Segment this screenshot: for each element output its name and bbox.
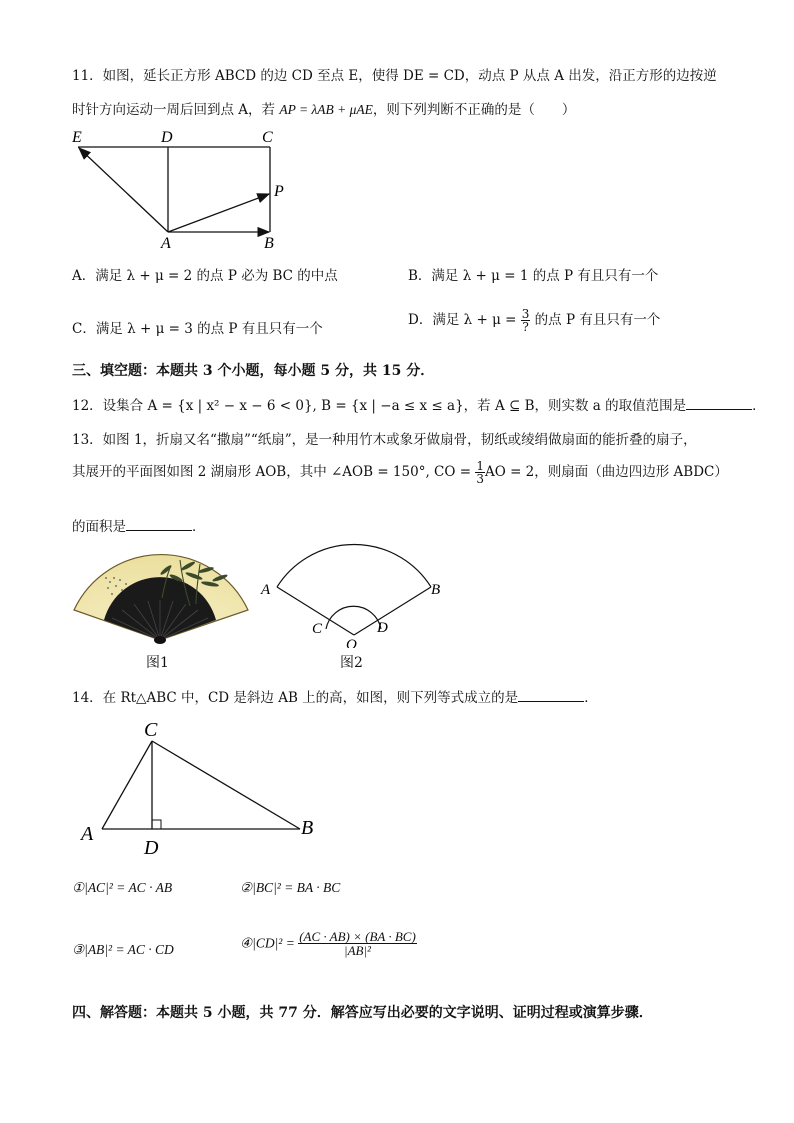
label-o: O xyxy=(346,637,357,648)
q13-line3-text: 的面积是 xyxy=(72,519,126,535)
q11-option-d-post: 的点 P 有且只有一个 xyxy=(530,312,661,328)
fraction-denominator: 3 xyxy=(476,472,484,486)
q11-line2-a: 时针方向运动一周后回到点 A，若 xyxy=(72,102,280,118)
q13-line3 xyxy=(72,515,206,535)
label-p: P xyxy=(274,183,284,200)
q11-option-d-pre: D．满足 λ + μ = xyxy=(408,312,521,328)
label-d: D xyxy=(161,129,173,146)
q12 xyxy=(72,394,766,414)
q11-line1: 11．如图，延长正方形 ABCD 的边 CD 至点 E，使得 DE = CD，动点 P 从点 A 出发，沿正方形的边按逆 xyxy=(72,68,717,84)
q13-line2 xyxy=(72,460,728,485)
q13-line2-a: 其展开的平面图如图 2 湖扇形 AOB，其中 ∠AOB = 150°, CO = xyxy=(72,464,476,480)
answer-blank[interactable] xyxy=(126,518,192,531)
q12-text: 12．设集合 A = {x | x² − x − 6 < 0}, B = {x | −a ≤ x ≤ a}，若 A ⊆ B，则实数 a 的取值范围是 xyxy=(72,398,687,414)
answer-blank[interactable] xyxy=(518,689,584,702)
q14-option-3: ③|AB|² = AC · CD xyxy=(72,942,174,957)
label-c: C xyxy=(144,719,158,741)
q11-option-d-fraction xyxy=(521,308,531,333)
folding-fan-image xyxy=(70,548,252,648)
q11-line2 xyxy=(72,98,575,118)
fraction-denominator: ? xyxy=(522,320,529,334)
vector-ae xyxy=(79,148,168,232)
fraction-numerator: 3 xyxy=(521,307,530,321)
fraction-numerator: 1 xyxy=(476,459,484,473)
label-b: B xyxy=(301,817,314,839)
q14-option-4 xyxy=(240,930,417,957)
answer-blank[interactable] xyxy=(686,397,752,410)
q14-option-2: ②|BC|² = BA · BC xyxy=(240,880,341,895)
q14 xyxy=(72,686,598,706)
section-3-header: 三、填空题：本题共 3 个小题，每小题 5 分，共 15 分． xyxy=(72,363,435,379)
q11-option-a: A．满足 λ + μ = 2 的点 P 必为 BC 的中点 xyxy=(72,268,338,284)
label-d: D xyxy=(377,620,388,636)
right-triangle-diagram xyxy=(78,714,328,860)
q13-line2-b: AO = 2，则扇面（曲边四边形 ABDC） xyxy=(484,464,728,480)
q13-line3-end: ． xyxy=(192,519,206,535)
q12-end: ． xyxy=(752,398,766,414)
label-d: D xyxy=(144,837,159,859)
q11-line2-b: ，则下列判断不正确的是（ ） xyxy=(372,102,576,118)
q14-option-1: ①|AC|² = AC · AB xyxy=(72,880,173,895)
label-a: A xyxy=(261,582,271,598)
q11-option-c: C．满足 λ + μ = 3 的点 P 有且只有一个 xyxy=(72,321,323,337)
label-b: B xyxy=(431,582,441,598)
q14-option-4-pre: ④|CD|² = xyxy=(240,935,295,951)
vector-ap xyxy=(168,194,269,232)
label-a: A xyxy=(81,823,94,845)
section-4-header: 四、解答题：本题共 5 小题，共 77 分．解答应写出必要的文字说明、证明过程或演算步骤． xyxy=(72,1005,653,1021)
fraction-denominator: |AB|² xyxy=(344,943,371,958)
q11-option-b: B．满足 λ + μ = 1 的点 P 有且只有一个 xyxy=(408,268,659,284)
q13-fraction xyxy=(475,460,485,485)
fraction-numerator: (AC · AB) × (BA · BC) xyxy=(299,929,416,944)
q14-text: 14．在 Rt△ABC 中，CD 是斜边 AB 上的高，如图，则下列等式成立的是 xyxy=(72,690,519,706)
q11-figure xyxy=(64,122,304,252)
figure-2-caption: 图2 xyxy=(340,655,363,671)
label-b: B xyxy=(264,235,274,252)
q14-option-4-fraction xyxy=(298,930,417,957)
label-c: C xyxy=(312,621,323,637)
label-e: E xyxy=(72,129,82,146)
q11-option-d xyxy=(408,308,660,333)
q13-line1: 13．如图 1，折扇又名“撒扇”“纸扇”，是一种用竹木或象牙做扇骨，韧纸或绫绢做扇面的能折叠的扇子， xyxy=(72,432,697,448)
label-c: C xyxy=(262,129,273,146)
label-a: A xyxy=(161,235,171,252)
q14-end: ． xyxy=(584,690,598,706)
figure-1-caption: 图1 xyxy=(146,655,169,671)
sector-diagram xyxy=(258,528,448,648)
q11-vector-equation: AP = λAB + μAE xyxy=(279,102,373,117)
